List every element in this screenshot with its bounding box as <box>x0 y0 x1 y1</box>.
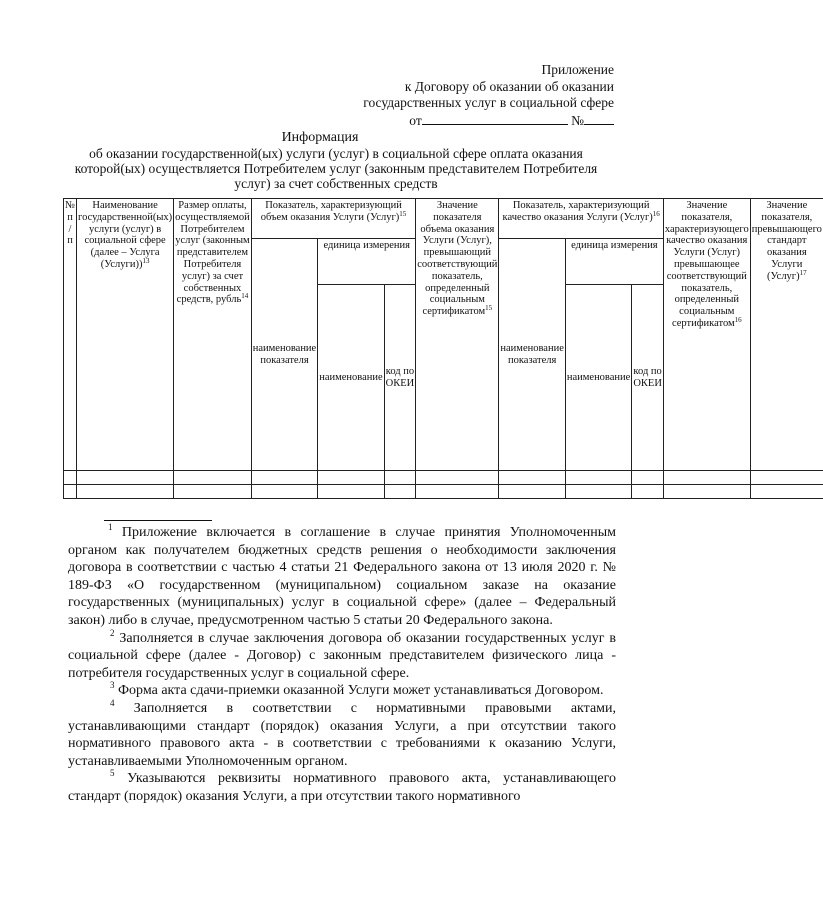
col-header-quality-indicator: Показатель, характеризующий качество оказания Услуги (Услуг)$^{16}$ <box>499 199 663 239</box>
footnote-4: $^4$ Заполняется в соответствии с нормативными правовыми актами, устанавливающими стандарт (порядок) оказания Услуги, а при отсутствии такого нормативного правового акта - в соответствии с требованиями к оказанию Услуги, устанавливаемыми Уполномоченным органом. <box>68 697 617 769</box>
annex-block <box>363 62 614 129</box>
number-label: № <box>571 112 584 128</box>
volume-indicator-name: наименование показателя <box>251 239 317 471</box>
table-row <box>64 471 823 485</box>
quality-unit-okei: код по ОКЕИ <box>632 285 664 471</box>
volume-unit-name: наименование <box>318 285 384 471</box>
info-subtitle: об оказании государственной(ых) услуги (услуг) в социальной сфере оплата оказания которой(ых) осуществляется Потребителем услуг (законным представителем Потребителя услуг) за счет собственных средств <box>74 146 598 191</box>
footnote-3: $^3$ Форма акта сдачи-приемки оказанной Услуги может устанавливаться Договором. <box>110 680 604 699</box>
footnote-2: $^2$ Заполняется в случае заключения договора об оказании государственных услуг в социальной сфере (далее - Договор) с законным представителем физического лица - потребителя государственных услуг в социальной сфере. <box>68 627 616 681</box>
footnote-1: $^1$ Приложение включается в соглашение в случае принятия Уполномоченным органом как получателем бюджетных средств решения о необходимости заключения договора в соответствии с частью 4 статьи 21 Федерального закона от 13 июля 2020 г. № 189-ФЗ «О государственном (муниципальном) социальном заказе на оказание государственных (муниципальных) услуг в социальной сфере» (далее – Федеральный закон) либо в случае, предусмотренном частью 5 статьи 20 Федерального закона. <box>68 522 617 628</box>
date-blank <box>422 112 568 125</box>
col-header-standard-value: Значение показателя, превышающего стандарт оказания Услуги (Услуг)$^{17}$ <box>750 199 823 471</box>
annex-contract-type: государственных услуг в социальной сфере <box>363 95 614 110</box>
table-row <box>64 485 823 499</box>
col-header-volume-indicator: Показатель, характеризующий объем оказания Услуги (Услуг)$^{15}$ <box>251 199 415 239</box>
col-header-volume-value: Значение показателя объема оказания Услуги (Услуг), превышающий соответствующий показатель, определенный социальным сертификатом$^{15}$ <box>416 199 499 471</box>
col-header-payment: Размер оплаты, осуществляемой Потребителем услуг (законным представителем Потребителя услуг) за счет собственных средств, рубль$^{14}$ <box>174 199 252 471</box>
footnote-5: $^5$ Указываются реквизиты нормативного правового акта, устанавливающего стандарт (порядок) оказания Услуги, а при отсутствии такого нормативного <box>68 768 617 804</box>
number-blank <box>584 112 614 125</box>
volume-unit-header: единица измерения <box>318 239 416 285</box>
footnotes <box>68 524 616 806</box>
date-label: от <box>409 112 422 128</box>
quality-unit-name: наименование <box>565 285 631 471</box>
col-header-number: № п / п <box>64 199 77 471</box>
info-heading: Информация <box>281 130 359 145</box>
footnote-separator <box>104 520 212 521</box>
col-header-service-name: Наименование государственной(ых) услуги (услуг) в социальной сфере (далее – Услуга (Услуги))$^{13}$ <box>77 199 174 471</box>
quality-unit-header: единица измерения <box>565 239 663 285</box>
info-table <box>63 198 823 499</box>
quality-indicator-name: наименование показателя <box>499 239 565 471</box>
annex-date-number-line <box>409 112 614 130</box>
annex-title: Приложение <box>541 62 614 77</box>
col-header-quality-value: Значение показателя, характеризующего качество оказания Услуги (Услуг) превышающее соответствующий показатель, определенный социальным сертификатом$^{16}$ <box>663 199 750 471</box>
volume-unit-okei: код по ОКЕИ <box>384 285 416 471</box>
annex-contract-ref: к Договору об оказании об оказании <box>404 78 614 94</box>
